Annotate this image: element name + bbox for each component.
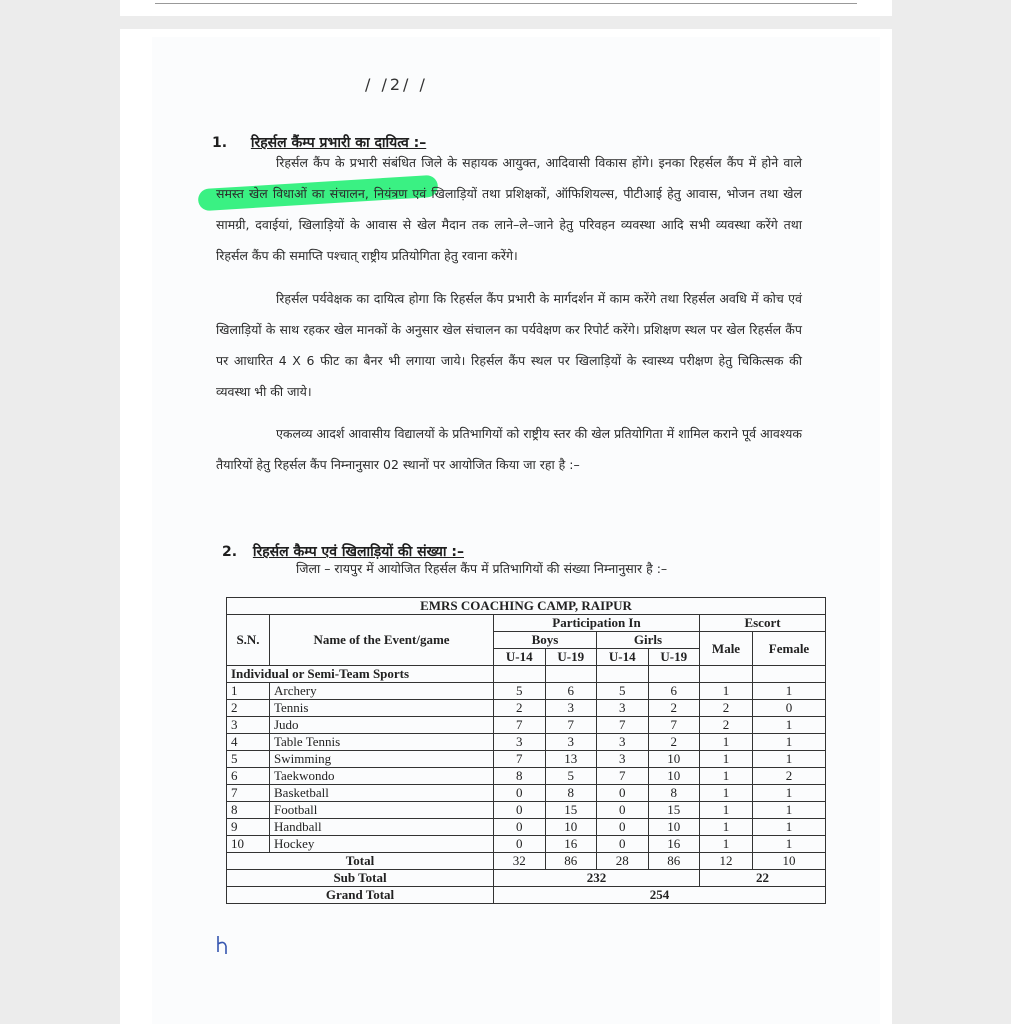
- row-g19: 2: [648, 700, 700, 717]
- category-label: Individual or Semi-Team Sports: [227, 666, 494, 683]
- row-g19: 6: [648, 683, 700, 700]
- row-sn: 9: [227, 819, 270, 836]
- total-boys-u14: 32: [494, 853, 546, 870]
- header-boys: Boys: [494, 632, 597, 649]
- row-sn: 3: [227, 717, 270, 734]
- row-b14: 3: [494, 734, 546, 751]
- row-b19: 10: [545, 819, 597, 836]
- total-female: 10: [753, 853, 826, 870]
- table-title: EMRS COACHING CAMP, RAIPUR: [227, 598, 826, 615]
- row-male: 1: [700, 734, 753, 751]
- total-girls-u14: 28: [597, 853, 649, 870]
- total-male: 12: [700, 853, 753, 870]
- row-event-name: Basketball: [270, 785, 494, 802]
- row-g19: 16: [648, 836, 700, 853]
- row-event-name: Handball: [270, 819, 494, 836]
- row-b14: 0: [494, 802, 546, 819]
- row-b19: 8: [545, 785, 597, 802]
- table-row: [227, 717, 826, 734]
- header-boys-u19: U-19: [545, 649, 597, 666]
- row-sn: 6: [227, 768, 270, 785]
- row-b19: 3: [545, 734, 597, 751]
- row-g14: 0: [597, 819, 649, 836]
- row-female: 1: [753, 802, 826, 819]
- row-event-name: Football: [270, 802, 494, 819]
- row-g14: 5: [597, 683, 649, 700]
- row-male: 1: [700, 768, 753, 785]
- row-b14: 8: [494, 768, 546, 785]
- row-g19: 2: [648, 734, 700, 751]
- row-female: 2: [753, 768, 826, 785]
- row-female: 0: [753, 700, 826, 717]
- table-row: [227, 819, 826, 836]
- row-female: 1: [753, 751, 826, 768]
- table-row: [227, 700, 826, 717]
- handwritten-initials-mark: [214, 934, 232, 960]
- row-g19: 10: [648, 768, 700, 785]
- row-male: 1: [700, 802, 753, 819]
- section-1-paragraph-3: एकलव्य आदर्श आवासीय विद्यालयों के प्रतिभागियों को राष्ट्रीय स्तर की खेल प्रतियोगिता में शामिल कराने पूर्व आवश्यक तैयारियों हेतु रिहर्सल कैंप निम्नानुसार 02 स्थानों पर आयोजित किया जा रहा है :–: [216, 426, 802, 472]
- row-g14: 7: [597, 768, 649, 785]
- row-female: 1: [753, 819, 826, 836]
- row-g19: 8: [648, 785, 700, 802]
- header-participation: Participation In: [494, 615, 700, 632]
- row-event-name: Tennis: [270, 700, 494, 717]
- row-b19: 16: [545, 836, 597, 853]
- row-male: 2: [700, 700, 753, 717]
- row-male: 1: [700, 836, 753, 853]
- row-b14: 0: [494, 819, 546, 836]
- table-row: [227, 836, 826, 853]
- header-female: Female: [753, 632, 826, 666]
- row-g14: 3: [597, 734, 649, 751]
- row-b14: 5: [494, 683, 546, 700]
- header-boys-u14: U-14: [494, 649, 546, 666]
- coaching-camp-table: [226, 597, 826, 904]
- subtotal-row: [227, 870, 826, 887]
- row-g14: 0: [597, 785, 649, 802]
- row-event-name: Archery: [270, 683, 494, 700]
- row-event-name: Hockey: [270, 836, 494, 853]
- previous-page-edge: [120, 0, 892, 16]
- row-male: 1: [700, 751, 753, 768]
- header-escort: Escort: [700, 615, 826, 632]
- header-event: Name of the Event/game: [270, 615, 494, 666]
- section-2-heading: [222, 542, 464, 561]
- row-g19: 10: [648, 751, 700, 768]
- total-label: Total: [227, 853, 494, 870]
- row-sn: 2: [227, 700, 270, 717]
- section-1-paragraph-1: रिहर्सल कैंप के प्रभारी संबंधित जिले के सहायक आयुक्त, आदिवासी विकास होंगे। इनका रिहर्सल कैंप में होने वाले समस्त खेल विधाओं का संचालन, नियंत्रण एवं खिलाड़ियों तथा प्रशिक्षकों, ऑफिशियल्स, पीटीआई हेतु आवास, भोजन तथा खेल सामग्री, दवाईयां, खिलाड़ियों के आवास से खेल मैदान तक लाने–ले–जाने हेतु परिवहन व्यवस्था आदि सभी व्यवस्था करेंगे तथा रिहर्सल कैंप की समाप्ति पश्चात् राष्ट्रीय प्रतियोगिता हेतु रवाना करेंगे।: [216, 155, 802, 263]
- row-g19: 10: [648, 819, 700, 836]
- header-sn: S.N.: [227, 615, 270, 666]
- row-b19: 15: [545, 802, 597, 819]
- row-sn: 7: [227, 785, 270, 802]
- row-b14: 2: [494, 700, 546, 717]
- row-event-name: Swimming: [270, 751, 494, 768]
- total-row: [227, 853, 826, 870]
- row-male: 2: [700, 717, 753, 734]
- row-g14: 3: [597, 751, 649, 768]
- row-b14: 0: [494, 785, 546, 802]
- row-female: 1: [753, 683, 826, 700]
- row-g19: 7: [648, 717, 700, 734]
- row-male: 1: [700, 683, 753, 700]
- row-female: 1: [753, 734, 826, 751]
- subtotal-label: Sub Total: [227, 870, 494, 887]
- section-1-paragraph-2: रिहर्सल पर्यवेक्षक का दायित्व होगा कि रिहर्सल कैंप प्रभारी के मार्गदर्शन में काम करेंगे तथा रिहर्सल अवधि में कोच एवं खिलाड़ियों के साथ रहकर खेल मानकों के अनुसार खेल संचालन का पर्यवेक्षण कर रिपोर्ट करेंगे। प्रशिक्षण स्थल पर खेल रिहर्सल कैंप पर आधारित 4 X 6 फीट का बैनर भी लगाया जाये। रिहर्सल कैंप स्थल पर खिलाड़ियों के स्वास्थ्य परीक्षण हेतु चिकित्सक की व्यवस्था भी की जाये।: [216, 291, 802, 399]
- section-1-title: रिहर्सल कैंम्प प्रभारी का दायित्व :–: [250, 135, 427, 151]
- row-b14: 7: [494, 751, 546, 768]
- row-g14: 0: [597, 836, 649, 853]
- row-b14: 0: [494, 836, 546, 853]
- grandtotal-row: [227, 887, 826, 904]
- table-row: [227, 768, 826, 785]
- subtotal-participation: 232: [494, 870, 700, 887]
- section-2-subtitle: जिला – रायपुर में आयोजित रिहर्सल कैंप में प्रतिभागियों की संख्या निम्नानुसार है :–: [296, 561, 668, 576]
- header-male: Male: [700, 632, 753, 666]
- row-event-name: Table Tennis: [270, 734, 494, 751]
- total-boys-u19: 86: [545, 853, 597, 870]
- table-row: [227, 785, 826, 802]
- table-row: [227, 802, 826, 819]
- section-1-number: 1.: [212, 135, 228, 151]
- row-event-name: Taekwondo: [270, 768, 494, 785]
- row-sn: 8: [227, 802, 270, 819]
- row-b19: 3: [545, 700, 597, 717]
- table-row: [227, 734, 826, 751]
- row-g14: 0: [597, 802, 649, 819]
- row-b14: 7: [494, 717, 546, 734]
- row-male: 1: [700, 785, 753, 802]
- row-sn: 4: [227, 734, 270, 751]
- section-2-number: 2.: [222, 544, 238, 560]
- grandtotal-label: Grand Total: [227, 887, 494, 904]
- row-b19: 6: [545, 683, 597, 700]
- row-female: 1: [753, 785, 826, 802]
- section-2-title: रिहर्सल कैम्प एवं खिलाड़ियों की संख्या :–: [252, 544, 464, 560]
- row-sn: 5: [227, 751, 270, 768]
- subtotal-escort: 22: [700, 870, 826, 887]
- row-male: 1: [700, 819, 753, 836]
- table-row: [227, 751, 826, 768]
- row-female: 1: [753, 836, 826, 853]
- grandtotal-value: 254: [494, 887, 826, 904]
- row-sn: 10: [227, 836, 270, 853]
- page-number: / /2/ /: [365, 75, 428, 94]
- header-girls: Girls: [597, 632, 700, 649]
- row-g14: 7: [597, 717, 649, 734]
- row-b19: 5: [545, 768, 597, 785]
- header-girls-u14: U-14: [597, 649, 649, 666]
- row-b19: 13: [545, 751, 597, 768]
- header-girls-u19: U-19: [648, 649, 700, 666]
- coaching-camp-table-wrapper: [226, 597, 826, 904]
- row-g19: 15: [648, 802, 700, 819]
- row-female: 1: [753, 717, 826, 734]
- row-sn: 1: [227, 683, 270, 700]
- total-girls-u19: 86: [648, 853, 700, 870]
- row-b19: 7: [545, 717, 597, 734]
- row-event-name: Judo: [270, 717, 494, 734]
- table-row: [227, 683, 826, 700]
- row-g14: 3: [597, 700, 649, 717]
